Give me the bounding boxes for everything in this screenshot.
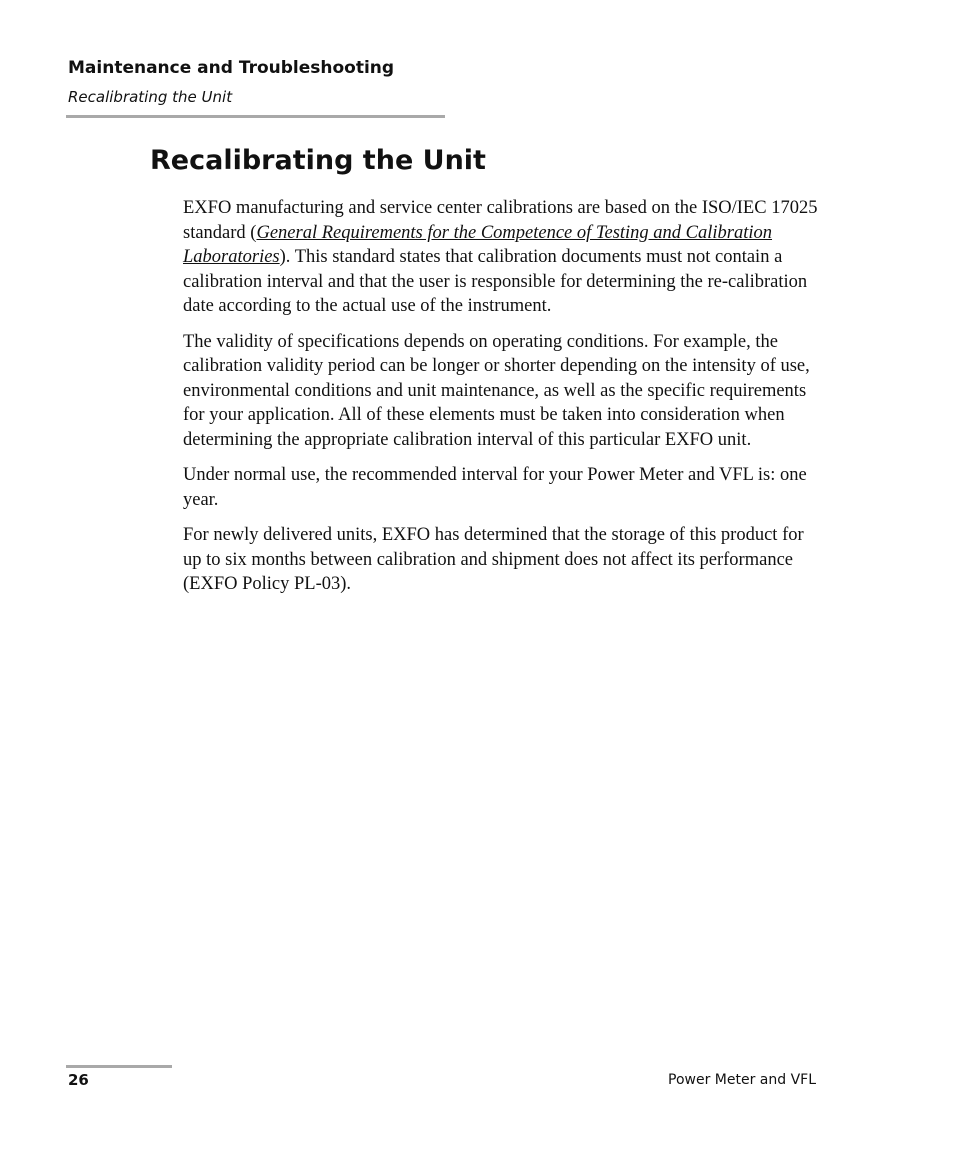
page-number: 26: [68, 1071, 89, 1089]
paragraph-text: EXFO manufacturing and service center calibrations are based on the ISO/IEC 17025 standard (: [183, 198, 818, 243]
paragraph-validity: The validity of specifications depends on operating conditions. For example, the calibration validity period can be longer or shorter depending on the intensity of use, environmental conditions and unit maintenance, as well as the specific requirements for your application. All of these elements must be taken into consideration when determining the appropriate calibration interval of this particular EXFO unit.: [183, 331, 810, 450]
running-header-subsection: Recalibrating the Unit: [68, 88, 233, 106]
footer-product-name: Power Meter and VFL: [668, 1072, 816, 1088]
footer-divider: [66, 1065, 172, 1068]
paragraph-text: ). This standard states that calibration documents must not contain a calibration interval and that the user is responsible for determining the re-calibration date according to the actual use of the instrument.: [183, 247, 808, 316]
standard-reference-link[interactable]: General Requirements for the Competence of Testing and Calibration Laboratories: [183, 222, 773, 267]
paragraph-calibration-standard: [183, 196, 819, 319]
page-title: Recalibrating the Unit: [150, 145, 486, 176]
paragraph-storage: For newly delivered units, EXFO has determined that the storage of this product for up to six months between calibration and shipment does not affect its performance (EXFO Policy PL-03).: [183, 525, 804, 594]
header-divider: [66, 115, 445, 118]
body-text: [183, 196, 819, 608]
paragraph-recommended-interval: Under normal use, the recommended interval for your Power Meter and VFL is: one year.: [183, 465, 807, 510]
running-header-section: Maintenance and Troubleshooting: [68, 58, 395, 78]
